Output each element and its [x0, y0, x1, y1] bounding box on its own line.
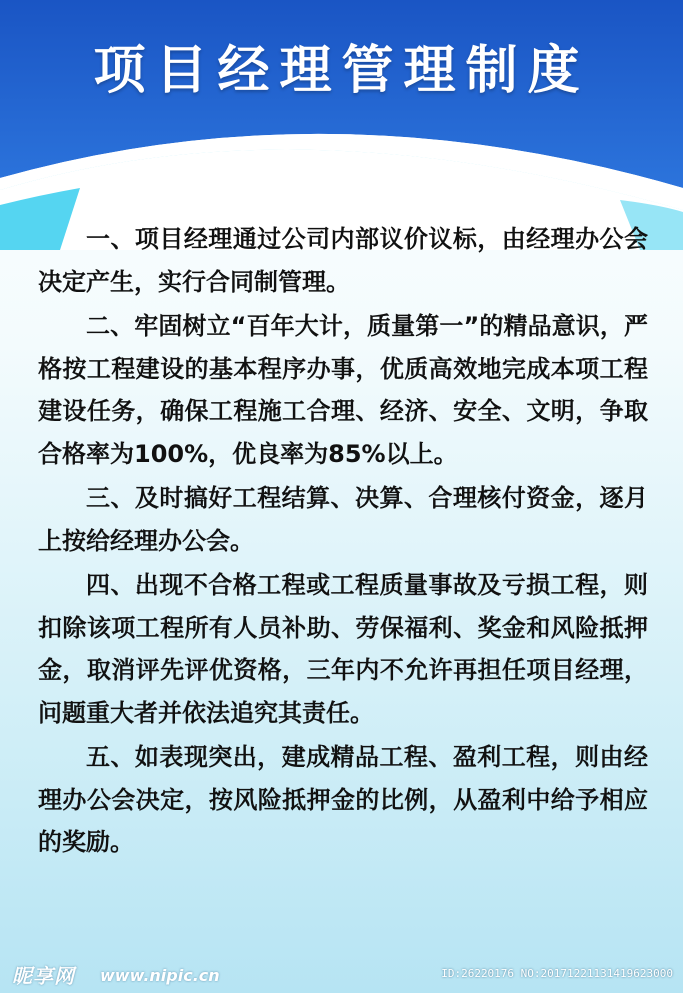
regulation-item-3: 三、及时搞好工程结算、决算、合理核付资金，逐月上按给经理办公会。	[38, 484, 648, 555]
watermark-logo: 昵享网	[12, 964, 75, 988]
regulation-body	[38, 218, 648, 866]
watermark-url: www.nipic.cn	[100, 966, 220, 985]
regulation-item-5: 五、如表现突出，建成精品工程、盈利工程，则由经理办公会决定，按风险抵押金的比例，从盈利中给予相应的奖励。	[38, 743, 648, 856]
regulation-item-1: 一、项目经理通过公司内部议价议标，由经理办公会决定产生，实行合同制管理。	[38, 225, 648, 296]
watermark-id: ID:26220176 NO:20171221131419623000	[441, 967, 673, 980]
regulation-item-4: 四、出现不合格工程或工程质量事故及亏损工程，则扣除该项工程所有人员补助、劳保福利、奖金和风险抵押金，取消评先评优资格，三年内不允许再担任项目经理，问题重大者并依法追究其责任。	[38, 571, 648, 727]
regulation-item-2: 二、牢固树立“百年大计，质量第一”的精品意识，严格按工程建设的基本程序办事，优质高效地完成本项工程建设任务，确保工程施工合理、经济、安全、文明，争取合格率为100%，优良率为85%以上。	[38, 312, 648, 468]
page-title: 项目经理管理制度	[93, 41, 590, 101]
